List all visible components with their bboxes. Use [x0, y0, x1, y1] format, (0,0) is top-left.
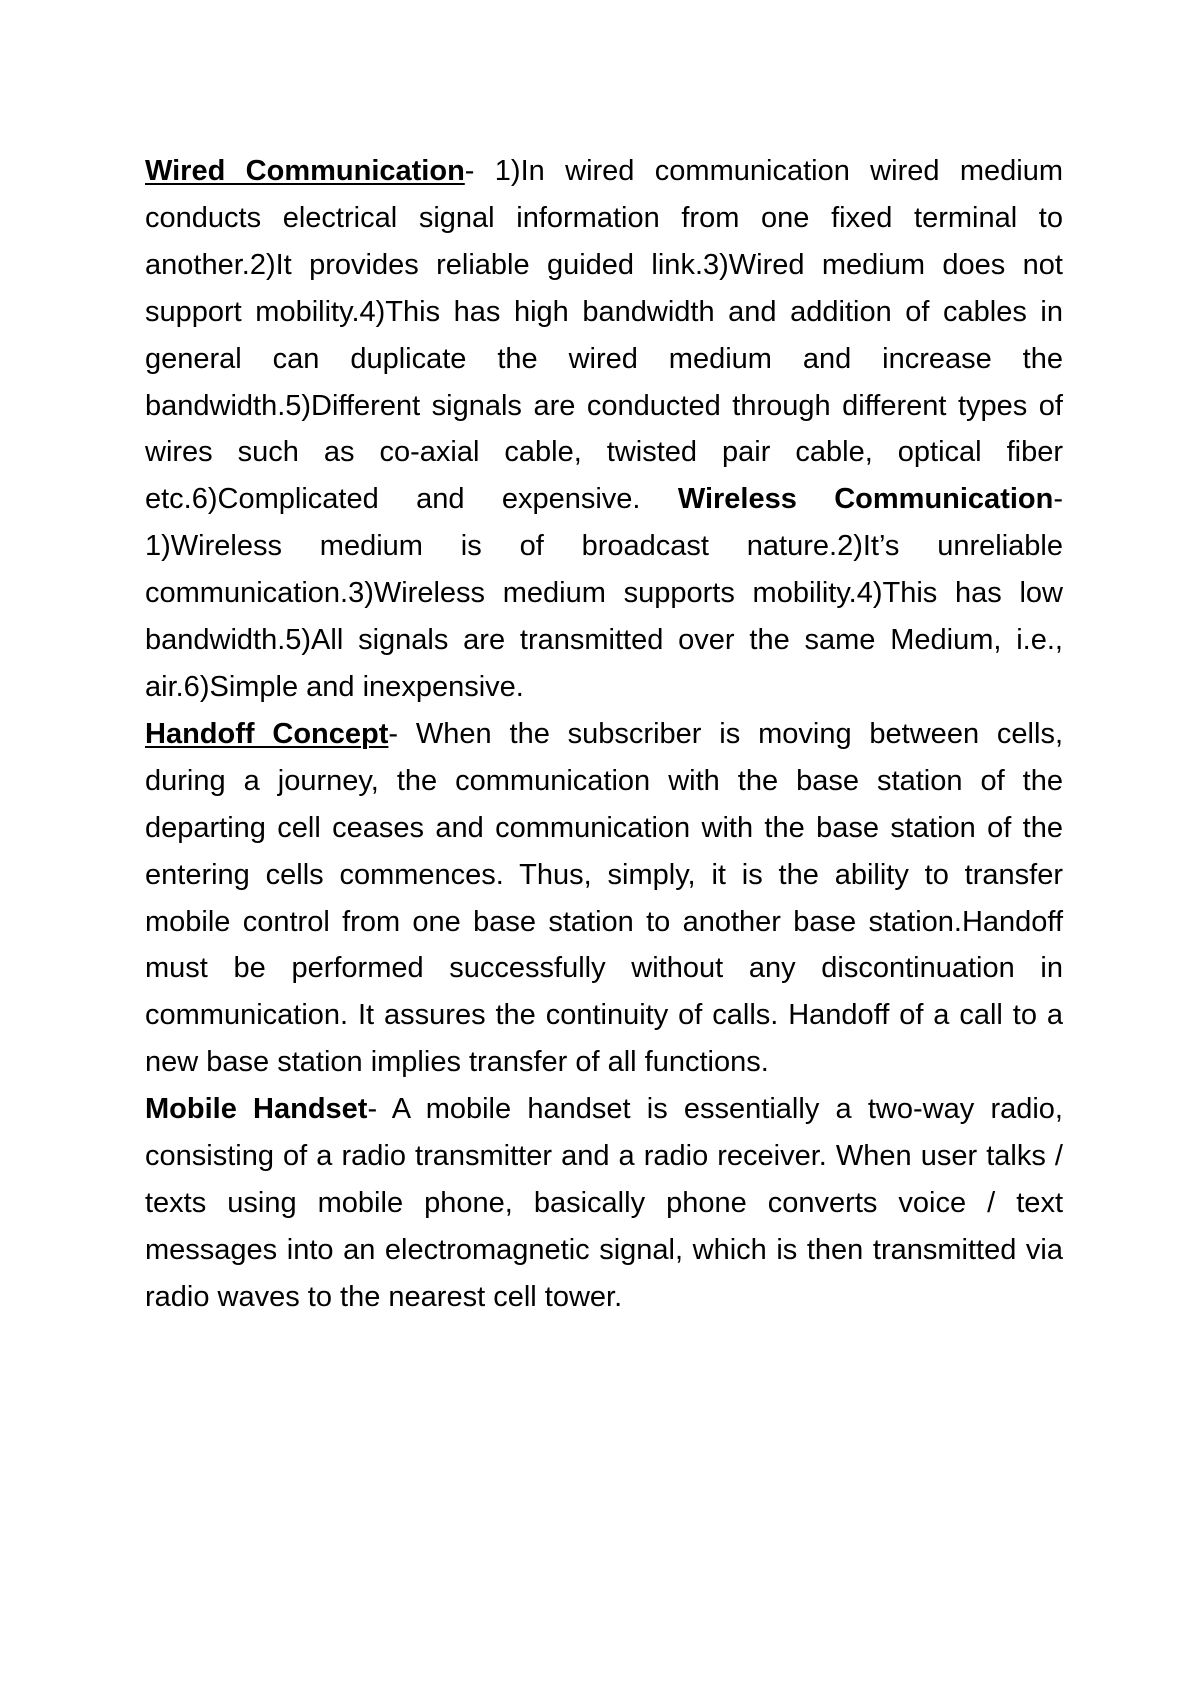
text-wired-communication: - 1)In wired communication wired medium conducts electrical signal information from one fixed terminal to another.2)It provides reliable guided link.3)Wired medium does not support mobility.4)This has high bandwidth and addition of cables in general can duplicate the wired medium and increase the bandwidth.5)Different signals are conducted through different types of wires such as co-axial cable, twisted pair cable, optical fiber etc.6)Complicated and expensive.: [145, 155, 1063, 516]
heading-handoff-concept: Handoff Concept: [145, 717, 389, 750]
paragraph-wired-wireless: [145, 148, 1063, 711]
heading-wired-communication: Wired Communication: [145, 155, 465, 187]
heading-wireless-communication: Wireless Communication: [677, 483, 1054, 516]
text-wireless-communication: -1)Wireless medium is of broadcast nature.2)It’s unreliable communication.3)Wireless medium supports mobility.4)This has low bandwidth.5)All signals are transmitted over the same Medium, i.e., air.6)Simple and inexpensive.: [145, 483, 1064, 703]
heading-mobile-handset: Mobile Handset: [145, 1093, 368, 1126]
paragraph-handset: [145, 1086, 1063, 1321]
text-mobile-handset: - A mobile handset is essentially a two-way radio, consisting of a radio transmitter and a radio receiver. When user talks / texts using mobile phone, basically phone converts voice / text messages into an electromagnetic signal, which is then transmitted via radio waves to the nearest cell tower.: [145, 1093, 1063, 1313]
text-handoff-concept: - When the subscriber is moving between cells, during a journey, the communication with the base station of the departing cell ceases and communication with the base station of the entering cells commences. Thus, simply, it is the ability to transfer mobile control from one base station to another base station.Handoff must be performed successfully without any discontinuation in communication. It assures the continuity of calls. Handoff of a call to a new base station implies transfer of all functions.: [145, 717, 1063, 1079]
paragraph-handoff: [145, 711, 1063, 1086]
document-page: [145, 148, 1063, 1321]
